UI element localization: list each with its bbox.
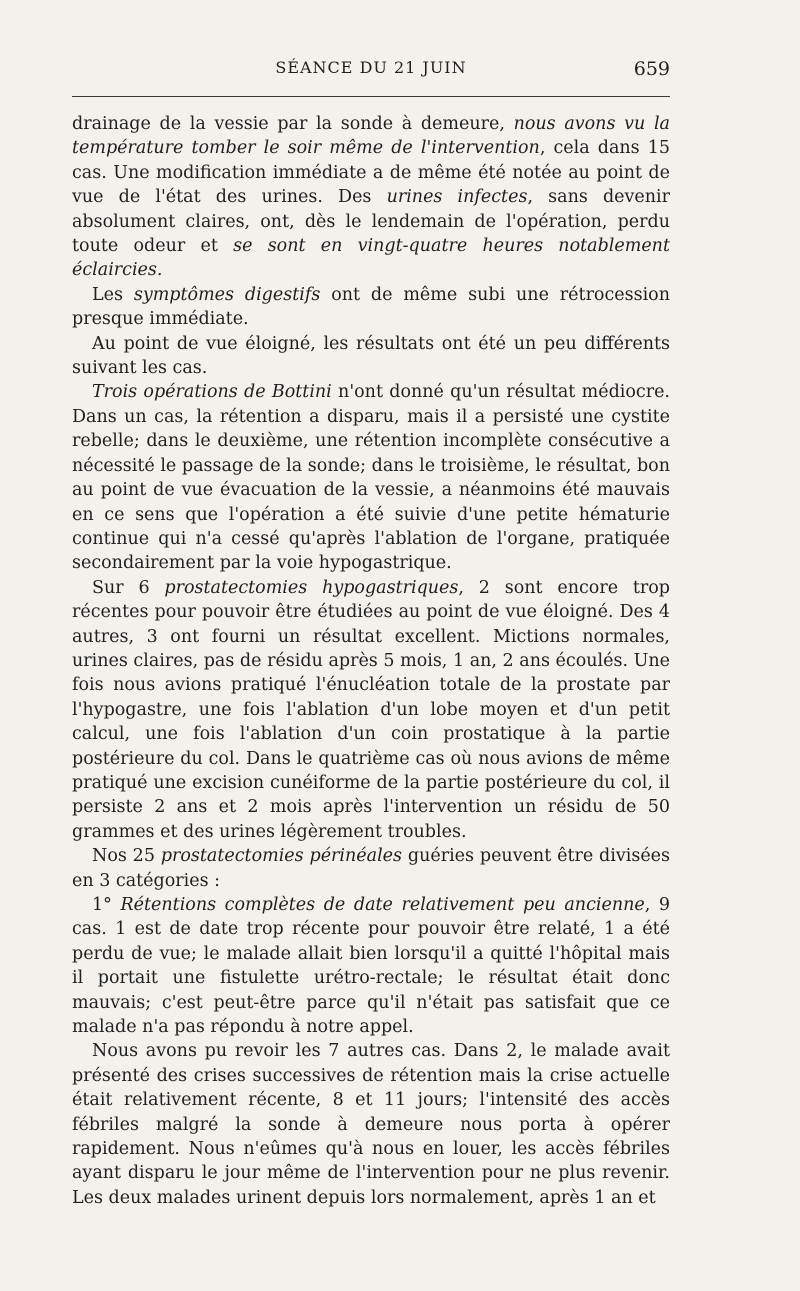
p4-text-b: n'ont donné qu'un résultat médiocre. Dans un cas, la rétention a disparu, mais il a persisté une cystite rebelle; dans le deuxième, une rétention incomplète consécutive a nécessité le passage de la sonde; dans le troisième, le résultat, bon au point de vue évacuation de la vessie, a néanmoins été mauvais en ce sens que l'opération a été suivie d'une petite hématurie continue qui n'a cessé qu'après l'ablation de l'organe, pratiquée secondairement par la voie hypogastrique. <box>72 382 670 574</box>
p5-text-c: , 2 sont encore trop récentes pour pouvoir être étudiées au point de vue éloigné. Des 4 autres, 3 ont fourni un résultat excellent. Mictions normales, urines claires, pas de résidu après 5 mois, 1 an, 2 ans écoulés. Une fois nous avions pratiqué l'énucléation totale de la prostate par l'hypogastre, une fois l'ablation d'un lobe moyen et d'un petit calcul, une fois l'ablation d'un coin prostatique à la partie postérieure du col. Dans le quatrième cas où nous avions de même pratiqué une excision cunéiforme de la partie postérieure du col, il persiste 2 ans et 2 mois après l'intervention un résidu de 50 grammes et des urines légèrement troubles. <box>72 577 671 842</box>
paragraph-7 <box>72 893 670 1039</box>
paragraph-1 <box>72 112 670 283</box>
p1-emphasis-f: se sont en vingt-quatre heures notablement éclaircies. <box>72 236 670 281</box>
p1-text-c: , cela dans 15 cas. Une modification immédiate a de même été notée au point de vue de l'état des urines. Des <box>72 138 670 208</box>
p2-text-a: Les <box>92 284 134 305</box>
header-rule <box>72 96 670 97</box>
p1-emphasis-d: urines infectes <box>386 187 528 208</box>
p7-emphasis-b: Rétentions complètes de date relativement peu ancienne <box>120 895 645 915</box>
p1-text-e: , sans devenir absolument claires, ont, dès le lendemain de l'opération, perdu toute odeur et <box>72 187 671 257</box>
p6-text-a: Nos 25 <box>92 846 161 867</box>
p5-emphasis-b: prostatectomies hypogastriques <box>164 577 459 598</box>
page-number: 659 <box>633 58 670 80</box>
p6-emphasis-b: prostatectomies périnéales <box>160 846 403 867</box>
p7-text-c: , 9 cas. 1 est de date trop récente pour pouvoir être relaté, 1 a été perdu de vue; le malade allait bien lorsqu'il a quitté l'hôpital mais il portait une fistulette urétro-rectale; le résultat était donc mauvais; c'est peut-être parce qu'il n'était pas satisfait que ce malade n'a pas répondu à notre appel. <box>72 895 671 1038</box>
p8-text-a: Nous avons pu revoir les 7 autres cas. Dans 2, le malade avait présenté des crises successives de rétention mais la crise actuelle était relativement récente, 8 et 11 jours; l'intensité des accès fébriles malgré la sonde à demeure nous porta à opérer rapidement. Nous n'eûmes qu'à nous en louer, les accès fébriles ayant disparu le jour même de l'intervention pour ne plus revenir. Les deux malades urinent depuis lors normalement, après 1 an et <box>72 1041 670 1208</box>
p4-emphasis-a: Trois opérations de Bottini <box>92 382 332 403</box>
paragraph-3 <box>72 332 670 381</box>
paragraph-5 <box>72 576 670 844</box>
body-text <box>72 112 670 1210</box>
paragraph-6 <box>72 844 670 893</box>
paragraph-8 <box>72 1039 670 1210</box>
p7-text-a: 1° <box>92 895 121 915</box>
p2-text-c: ont de même subi une rétrocession presque immédiate. <box>72 284 670 330</box>
p6-text-c: guéries peuvent être divisées en 3 catégories : <box>72 846 671 891</box>
p1-text-a: drainage de la vessie par la sonde à demeure, <box>72 114 514 134</box>
running-header <box>72 56 670 86</box>
p5-text-a: Sur 6 <box>92 577 165 598</box>
paragraph-4 <box>72 380 670 575</box>
p2-emphasis-b: symptômes digestifs <box>133 284 321 305</box>
paragraph-2 <box>72 283 670 332</box>
running-title: SÉANCE DU 21 JUIN <box>275 58 467 77</box>
p1-emphasis-b: nous avons vu la température tomber le soir même de l'intervention <box>72 114 670 159</box>
p3-text-a: Au point de vue éloigné, les résultats ont été un peu différents suivant les cas. <box>72 333 670 379</box>
